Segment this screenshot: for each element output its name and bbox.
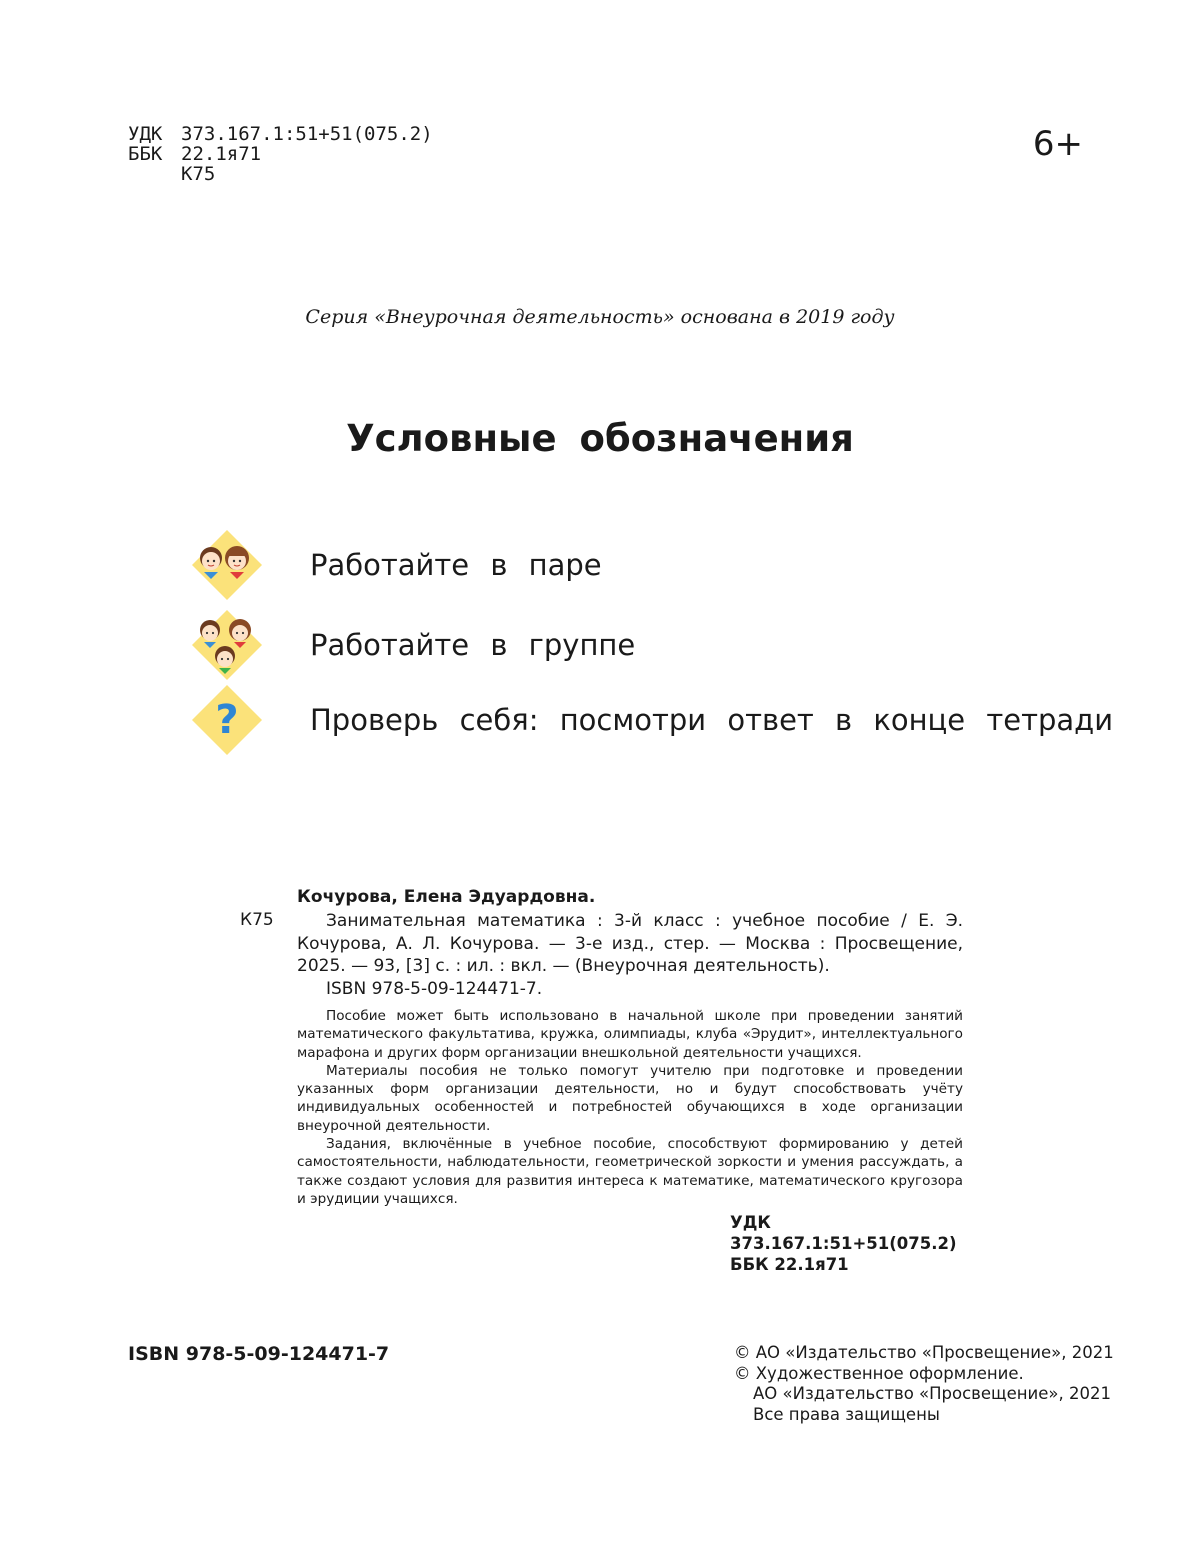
age-rating: 6+	[1032, 124, 1083, 164]
bibliographic-record	[240, 886, 963, 1275]
group-work-icon	[190, 608, 264, 682]
legend-item-label: Работайте в группе	[310, 628, 636, 662]
copyright-line: © АО «Издательство «Просвещение», 2021	[734, 1343, 1114, 1362]
record-codes	[730, 1212, 963, 1275]
pair-work-icon	[190, 528, 264, 602]
copyright-block	[734, 1343, 1114, 1425]
record-udc: УДК 373.167.1:51+51(075.2)	[730, 1213, 957, 1254]
annotation-paragraph: Задания, включённые в учебное пособие, способствуют формированию у детей самостоятельности, наблюдательности, геометрической зоркости и умения рассуждать, а также создают условия для развития интереса к математике, математического кругозора и эрудиции учащихся.	[297, 1136, 963, 1207]
copyright-line: АО «Издательство «Просвещение», 2021	[753, 1384, 1111, 1403]
copyright-line: © Художественное оформление.	[734, 1363, 1024, 1383]
rights-reserved: Все права защищены	[753, 1404, 940, 1424]
record-bbk: ББК 22.1я71	[730, 1255, 849, 1275]
udc-value: 373.167.1:51+51(075.2)	[181, 123, 433, 145]
footer-isbn: ISBN 978-5-09-124471-7	[128, 1343, 390, 1365]
legend-item-label: Проверь себя: посмотри ответ в конце тетради	[310, 703, 1114, 737]
question-icon	[190, 683, 264, 757]
author-name: Кочурова, Елена Эдуардовна.	[297, 887, 596, 907]
legend-item-pair	[190, 528, 602, 602]
udc-label: УДК	[128, 123, 163, 145]
classification-block	[128, 124, 433, 184]
bbk-value: 22.1я71	[181, 143, 262, 165]
legend-title: Условные обозначения	[346, 417, 854, 460]
bbk-label: ББК	[128, 143, 163, 165]
annotation-paragraph: Материалы пособия не только помогут учителю при подготовке и проведении указанных форм организации деятельности, но и будут способствовать учёту индивидуальных особенностей и потребностей обучающихся в ходе организации внеурочной деятельности.	[297, 1062, 963, 1134]
record-isbn: ISBN 978-5-09-124471-7.	[326, 978, 543, 999]
legend-item-group	[190, 608, 635, 682]
legend-item-check	[190, 683, 1113, 757]
legend-item-label: Работайте в паре	[310, 548, 602, 582]
series-note: Серия «Внеурочная деятельность» основана в 2019 году	[305, 306, 895, 328]
author-mark: К75	[240, 910, 274, 930]
annotation-paragraph: Пособие может быть использовано в начальной школе при проведении занятий математического факультатива, кружка, олимпиады, клуба «Эрудит», интеллектуального марафона и других форм организации внешкольной деятельности учащихся.	[297, 1008, 963, 1061]
bibliographic-description: Занимательная математика : 3-й класс : учебное пособие / Е. Э. Кочурова, А. Л. Кочурова. — 3-е изд., стер. — Москва : Просвещение, 2025. — 93, [3] с. : ил. : вкл. — (Внеурочная деятельность).	[297, 911, 963, 976]
author-mark: К75	[181, 163, 216, 185]
annotation	[297, 1007, 963, 1208]
svg-text:?: ?	[215, 697, 239, 743]
